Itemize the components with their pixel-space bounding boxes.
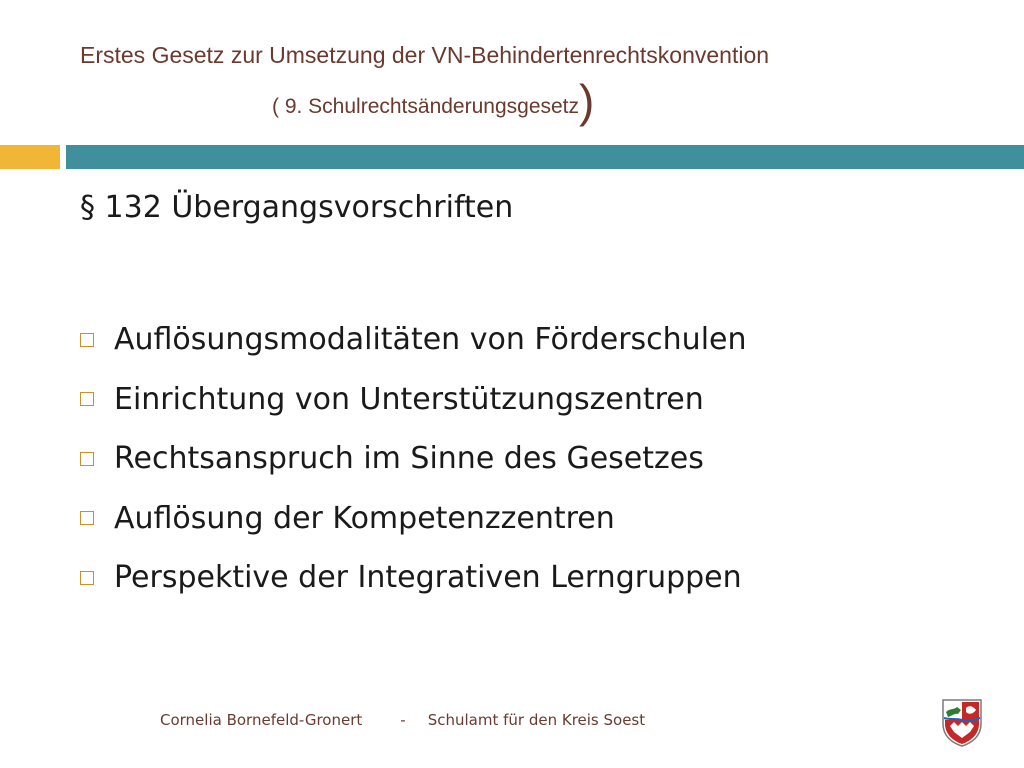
accent-bar-orange	[0, 145, 60, 169]
bullet-text: Auflösung der Kompetenzzentren	[114, 500, 615, 536]
bullet-item	[80, 548, 747, 608]
bullet-list	[80, 310, 747, 608]
footer-author: Cornelia Bornefeld-Gronert	[160, 711, 363, 729]
bullet-item	[80, 310, 747, 370]
bullet-item	[80, 489, 747, 549]
accent-bar-teal	[66, 145, 1024, 169]
bullet-text: Auflösungsmodalitäten von Förderschulen	[114, 322, 747, 358]
square-bullet-icon	[80, 511, 94, 525]
bullet-item	[80, 429, 747, 489]
bullet-text: Perspektive der Integrativen Lerngruppen	[114, 560, 742, 596]
section-heading: § 132 Übergangsvorschriften	[80, 190, 514, 225]
slide-title-line-2	[272, 75, 595, 127]
square-bullet-icon	[80, 392, 94, 406]
bullet-text: Rechtsanspruch im Sinne des Gesetzes	[114, 441, 704, 477]
footer-office: Schulamt für den Kreis Soest	[427, 711, 646, 729]
nrw-coat-of-arms-icon	[940, 698, 984, 748]
slide-title-subtitle: ( 9. Schulrechtsänderungsgesetz	[272, 95, 580, 118]
square-bullet-icon	[80, 333, 94, 347]
bullet-text: Einrichtung von Unterstützungszentren	[114, 381, 704, 417]
square-bullet-icon	[80, 571, 94, 585]
square-bullet-icon	[80, 452, 94, 466]
slide-title-line-1: Erstes Gesetz zur Umsetzung der VN-Behindertenrechtskonvention	[80, 42, 770, 68]
slide-title-closing-paren: )	[579, 75, 595, 127]
bullet-item	[80, 370, 747, 430]
footer-separator: -	[400, 711, 406, 729]
footer	[160, 711, 645, 729]
